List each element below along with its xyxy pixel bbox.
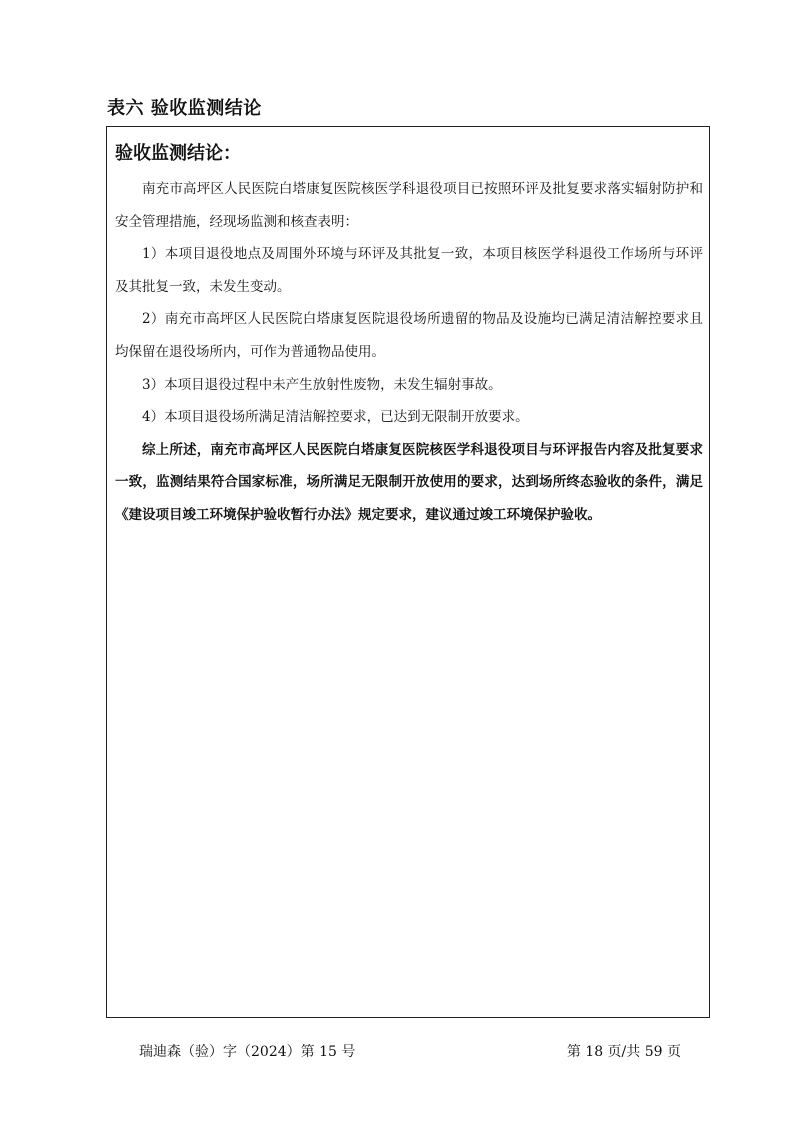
conclusion-box <box>106 126 710 1018</box>
finding-paragraph-1: 1）本项目退役地点及周围外环境与环评及其批复一致，本项目核医学科退役工作场所与环评及其批复一致，未发生变动。 <box>115 246 703 295</box>
conclusion-paragraph: 综上所述，南充市高坪区人民医院白塔康复医院核医学科退役项目与环评报告内容及批复要求一致，监测结果符合国家标准，场所满足无限制开放使用的要求，达到场所终态验收的条件，满足《建设项目竣工环境保护验收暂行办法》规定要求，建议通过竣工环境保护验收。 <box>115 441 703 523</box>
finding-paragraph-2: 2）南充市高坪区人民医院白塔康复医院退役场所遗留的物品及设施均已满足清洁解控要求且均保留在退役场所内，可作为普通物品使用。 <box>115 311 703 360</box>
section-title: 表六 验收监测结论 <box>107 98 262 119</box>
page-number: 第 18 页/共 59 页 <box>566 1044 681 1060</box>
finding-paragraph-4: 4）本项目退役场所满足清洁解控要求，已达到无限制开放要求。 <box>142 409 529 426</box>
finding-paragraph-3: 3）本项目退役过程中未产生放射性废物，未发生辐射事故。 <box>142 376 502 393</box>
box-heading: 验收监测结论： <box>115 143 241 164</box>
conclusion-body <box>115 173 703 532</box>
intro-paragraph: 南充市高坪区人民医院白塔康复医院核医学科退役项目已按照环评及批复要求落实辐射防护和安全管理措施，经现场监测和核查表明： <box>115 181 703 230</box>
document-number: 瑞迪森（验）字（2024）第 15 号 <box>139 1044 356 1060</box>
